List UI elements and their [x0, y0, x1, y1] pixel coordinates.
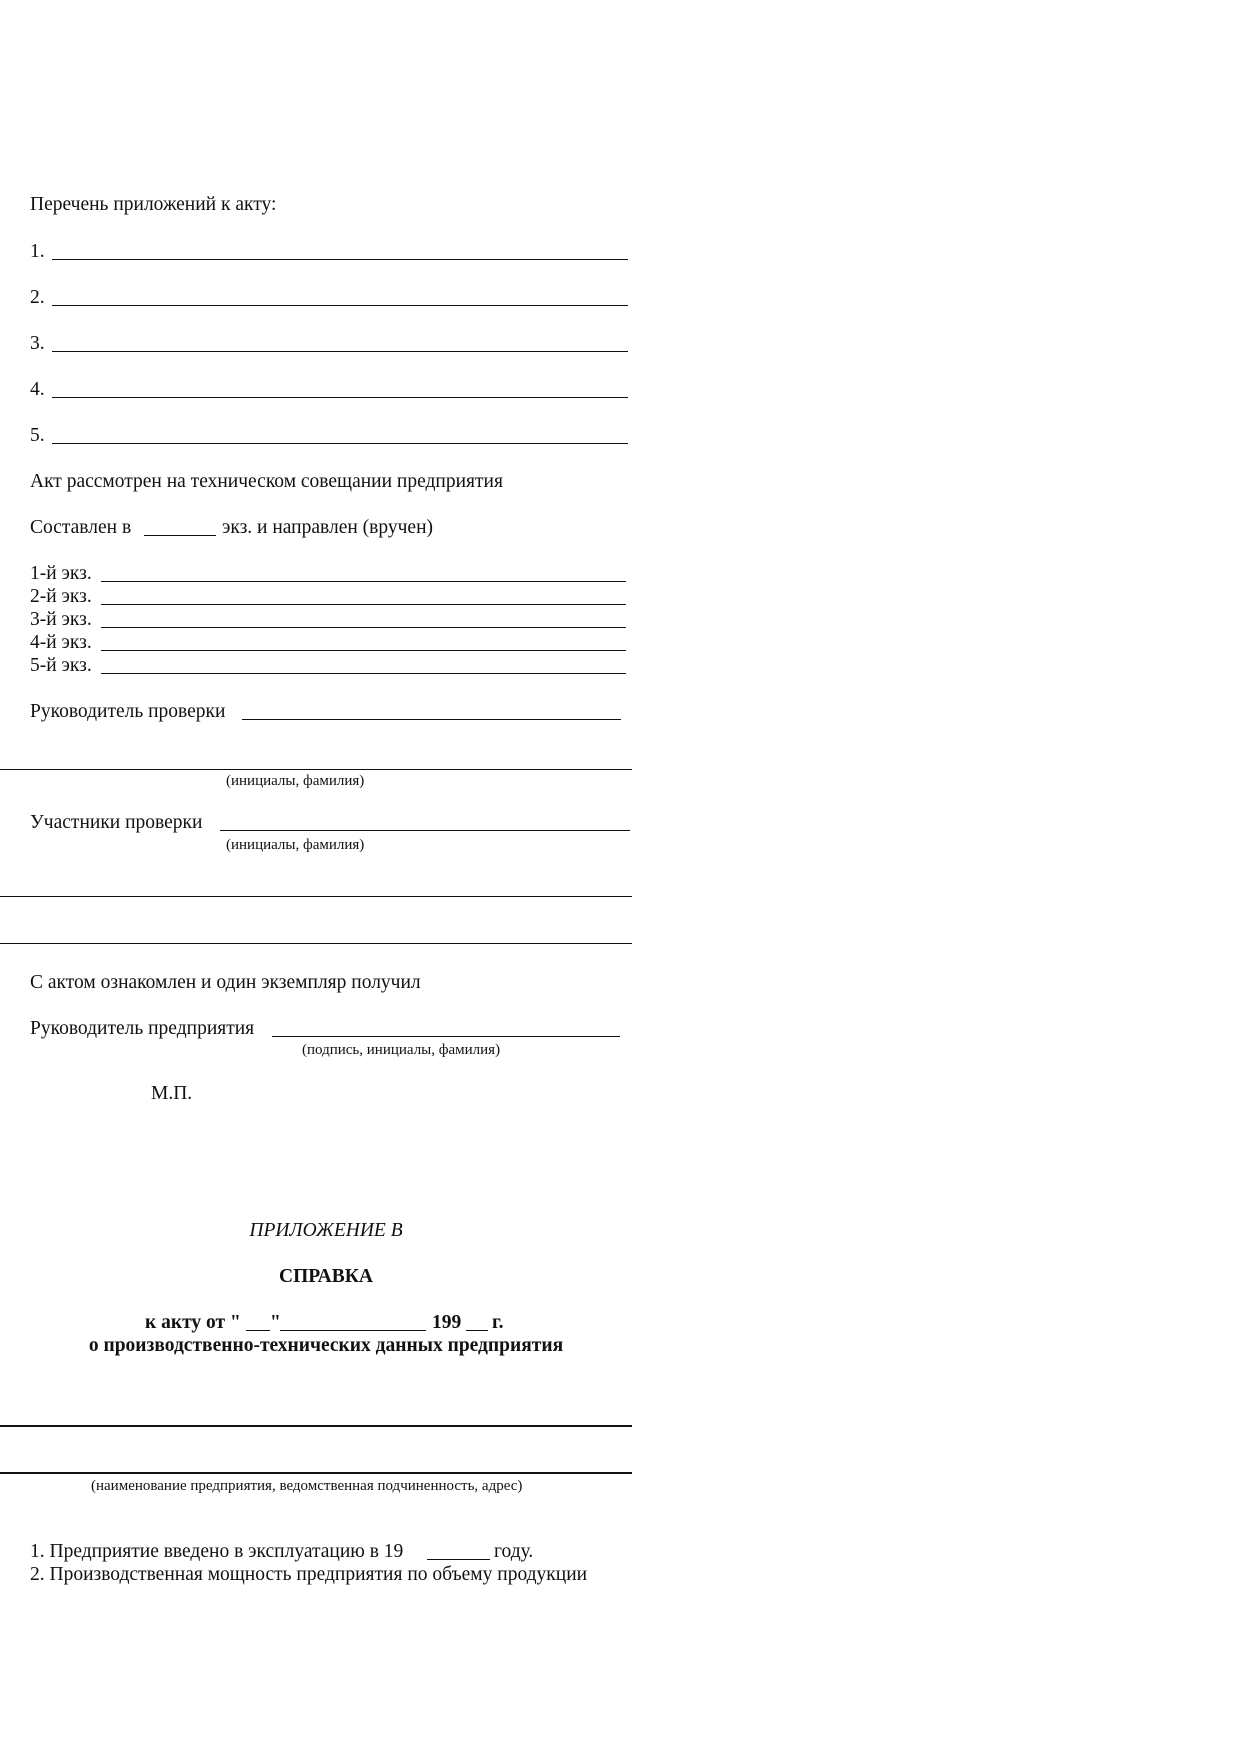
enterprise-head-caption: (подпись, инициалы, фамилия) [302, 1042, 501, 1058]
act-year-blank[interactable] [466, 1330, 488, 1331]
appendix-subtitle: о производственно-технических данных предприятия [88, 1335, 564, 1356]
appendix-sub-year: 199 [432, 1312, 462, 1333]
attachment-item-4-blank[interactable] [52, 397, 628, 398]
commissioning-year-blank[interactable] [427, 1559, 490, 1560]
copy-3-blank[interactable] [101, 627, 626, 628]
head-of-check-blank[interactable] [242, 719, 621, 720]
copies-count-blank[interactable] [144, 535, 216, 536]
participants-caption: (инициалы, фамилия) [226, 837, 365, 853]
head-of-check-label: Руководитель проверки [30, 701, 226, 722]
acknowledged-statement: С актом ознакомлен и один экземпляр получил [30, 972, 421, 993]
copy-2-blank[interactable] [101, 604, 626, 605]
enterprise-name-caption: (наименование предприятия, ведомственная подчиненность, адрес) [91, 1478, 523, 1494]
copy-4-label: 4-й экз. [30, 632, 92, 653]
act-month-blank[interactable] [280, 1330, 426, 1331]
attachment-item-3-blank[interactable] [52, 351, 628, 352]
seal-mark: М.П. [151, 1083, 193, 1104]
copy-3-label: 3-й экз. [30, 609, 92, 630]
participants-blank[interactable] [220, 830, 630, 831]
appendix-heading: СПРАВКА [279, 1266, 373, 1287]
copy-1-label: 1-й экз. [30, 563, 92, 584]
act-day-blank[interactable] [246, 1330, 270, 1331]
participants-extra-blank-2[interactable] [0, 943, 632, 944]
review-statement: Акт рассмотрен на техническом совещании предприятия [30, 471, 503, 492]
attachment-item-5-blank[interactable] [52, 443, 628, 444]
copies-suffix: экз. и направлен (вручен) [222, 517, 434, 538]
copy-2-label: 2-й экз. [30, 586, 92, 607]
enterprise-name-blank-1[interactable] [0, 1425, 632, 1427]
attachment-item-5-number: 5. [30, 425, 45, 446]
head-of-check-name-blank[interactable] [0, 769, 632, 770]
appendix-item-1-suffix: году. [494, 1541, 534, 1562]
attachment-item-2-number: 2. [30, 287, 45, 308]
copies-prefix: Составлен в [30, 517, 132, 538]
attachment-item-3-number: 3. [30, 333, 45, 354]
appendix-item-2: 2. Производственная мощность предприятия по объему продукции [30, 1564, 588, 1585]
appendix-sub-prefix: к акту от " [145, 1312, 241, 1333]
participants-extra-blank-1[interactable] [0, 896, 632, 897]
attachments-heading: Перечень приложений к акту: [30, 194, 277, 215]
copy-4-blank[interactable] [101, 650, 626, 651]
attachment-item-2-blank[interactable] [52, 305, 628, 306]
participants-label: Участники проверки [30, 812, 203, 833]
appendix-sub-quote: " [270, 1312, 281, 1333]
copy-5-label: 5-й экз. [30, 655, 92, 676]
appendix-item-1-prefix: 1. Предприятие введено в эксплуатацию в 19 [30, 1541, 404, 1562]
appendix-sub-end: г. [492, 1312, 504, 1333]
attachment-item-1-blank[interactable] [52, 259, 628, 260]
attachment-item-1-number: 1. [30, 241, 45, 262]
enterprise-head-blank[interactable] [272, 1036, 620, 1037]
attachment-item-4-number: 4. [30, 379, 45, 400]
enterprise-name-blank-2[interactable] [0, 1472, 632, 1474]
enterprise-head-label: Руководитель предприятия [30, 1018, 255, 1039]
copy-5-blank[interactable] [101, 673, 626, 674]
head-of-check-caption: (инициалы, фамилия) [226, 773, 365, 789]
appendix-title: ПРИЛОЖЕНИЕ В [249, 1220, 403, 1241]
copy-1-blank[interactable] [101, 581, 626, 582]
